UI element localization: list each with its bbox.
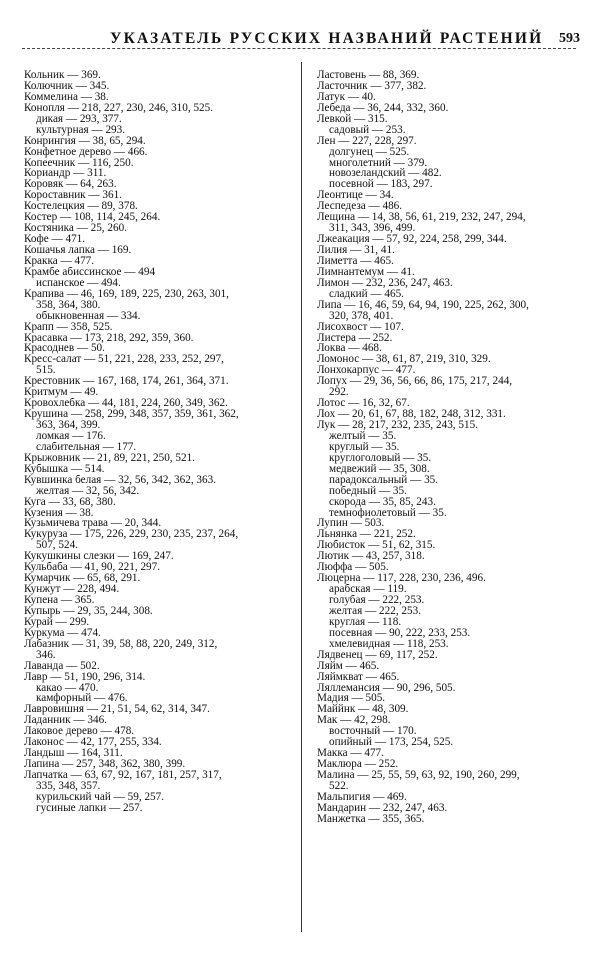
index-subentry: восточный — 170. [329, 726, 417, 738]
index-entry: Леспедеза — 486. [317, 201, 403, 213]
index-entry: Ломонос — 38, 61, 87, 219, 310, 329. [317, 354, 491, 366]
index-entry: Лотос — 16, 32, 67. [317, 398, 410, 410]
index-entry: Крыжовник — 21, 89, 221, 250, 521. [24, 452, 195, 464]
index-entry: Лаванда — 502. [24, 660, 100, 672]
index-entry: Короставник — 361. [24, 190, 122, 202]
index-entry: Лимнантемум — 41. [317, 266, 415, 278]
index-entry: Кресс-салат — 51, 221, 228, 233, 252, 297, [24, 354, 224, 366]
index-entry: Купена — 365. [24, 595, 95, 606]
index-entry-continuation: 311, 343, 396, 499. [329, 223, 416, 235]
index-subentry: голубая — 222, 253. [329, 595, 425, 606]
index-entry: Левкой — 315. [317, 113, 388, 125]
index-entry: Лох — 20, 61, 67, 88, 182, 248, 312, 331. [317, 409, 506, 420]
index-subentry: дикая — 293, 377. [36, 113, 122, 125]
index-entry: Конфетное дерево — 466. [24, 146, 148, 158]
index-entry: Мальпигия — 469. [317, 791, 407, 803]
index-entry: Кориандр — 311. [24, 168, 107, 180]
index-entry: Лапина — 257, 348, 362, 380, 399. [24, 759, 186, 770]
index-entry: Лавр — 51, 190, 296, 314. [24, 671, 146, 683]
index-subentry: многолетний — 379. [329, 157, 428, 169]
index-entry: Листера — 252. [317, 332, 393, 344]
index-subentry: парадоксальный — 35. [329, 474, 439, 486]
index-subentry: желтый — 35. [329, 430, 397, 442]
index-entry: Кувшинка белая — 32, 56, 342, 362, 363. [24, 474, 216, 486]
index-entry: Кукушкины слезки — 169, 247. [24, 551, 174, 563]
index-entry: Ляллемансия — 90, 296, 505. [317, 682, 456, 694]
index-subentry: курильский чай — 59, 257. [36, 791, 165, 803]
index-subentry: медвежий — 35, 308. [329, 463, 430, 475]
index-entry: Маййнк — 48, 309. [317, 704, 409, 716]
index-entry: Лимон — 232, 236, 247, 463. [317, 277, 453, 289]
index-entry: Лжеакация — 57, 92, 224, 258, 299, 344. [317, 234, 507, 245]
index-entry: Липа — 16, 46, 59, 64, 94, 190, 225, 262, 300, [317, 299, 529, 311]
index-entry: Красоднев — 50. [24, 343, 105, 355]
index-entry: Лебеда — 36, 244, 332, 360. [317, 102, 449, 114]
index-entry: Лук — 28, 217, 232, 235, 243, 515. [317, 420, 478, 431]
index-entry: Костяника — 25, 260. [24, 223, 127, 235]
index-entry-continuation: 320, 378, 401. [329, 310, 394, 322]
index-entry: Ладанник — 346. [24, 715, 107, 727]
index-entry: Латук — 40. [317, 91, 376, 103]
index-entry: Мадия — 505. [317, 693, 386, 705]
index-entry: Крестовник — 167, 168, 174, 261, 364, 371. [24, 376, 229, 388]
index-entry: Ляйм — 465. [317, 660, 380, 672]
index-entry: Мак — 42, 298. [317, 715, 391, 727]
index-entry: Критмум — 49. [24, 387, 99, 399]
index-subentry: новозеландский — 482. [329, 168, 442, 180]
index-entry: Кунжут — 228, 494. [24, 584, 120, 595]
page-title: УКАЗАТЕЛЬ РУССКИХ НАЗВАНИЙ РАСТЕНИЙ [110, 30, 544, 47]
index-entry: Макка — 477. [317, 748, 384, 760]
index-entry: Ласточник — 377, 382. [317, 80, 427, 92]
index-entry: Лилия — 31, 41. [317, 245, 395, 256]
index-subentry: темнофиолетовый — 35. [329, 507, 447, 519]
index-entry: Коровяк — 64, 263. [24, 179, 117, 191]
index-entry: Лупин — 503. [317, 518, 385, 530]
index-entry: Манжетка — 355, 365. [317, 813, 425, 825]
index-entry: Маклюра — 252. [317, 759, 399, 770]
index-subentry: скорода — 35, 85, 243. [329, 496, 436, 508]
index-entry-continuation: 522. [329, 780, 349, 792]
index-column-left [24, 70, 286, 814]
index-entry: Лопух — 29, 36, 56, 66, 86, 175, 217, 244, [317, 376, 513, 388]
index-entry: Лаконос — 42, 177, 255, 334. [24, 737, 162, 749]
column-divider [301, 62, 302, 932]
index-entry: Ляймкват — 465. [317, 671, 400, 683]
index-entry: Лен — 227, 228, 297. [317, 135, 417, 147]
index-entry: Лавровишня — 21, 51, 54, 62, 314, 347. [24, 704, 210, 716]
index-entry: Люцерна — 117, 228, 230, 236, 496. [317, 573, 486, 585]
index-entry: Льнянка — 221, 252. [317, 529, 416, 541]
index-entry: Ландыш — 164, 311. [24, 748, 123, 760]
index-entry: Лабазник — 31, 39, 58, 88, 220, 249, 312, [24, 638, 218, 650]
index-subentry: хмелевидная — 118, 253. [329, 638, 449, 650]
index-entry: Кумарчик — 65, 68, 291. [24, 573, 141, 585]
index-entry: Кошачья лапка — 169. [24, 245, 132, 256]
index-subentry: сладкий — 465. [329, 288, 404, 300]
index-entry: Леонтице — 34. [317, 190, 394, 202]
index-entry: Колючник — 345. [24, 80, 110, 92]
index-subentry: победный — 35. [329, 485, 407, 497]
index-entry: Крамбе абиссинское — 494 [24, 266, 156, 278]
index-entry: Купырь — 29, 35, 244, 308. [24, 605, 153, 617]
index-entry-continuation: 507, 524. [36, 540, 78, 552]
index-subentry: посевная — 90, 222, 233, 253. [329, 627, 471, 639]
page-number: 593 [559, 31, 580, 46]
index-entry: Кукуруза — 175, 226, 229, 230, 235, 237, 264, [24, 529, 239, 541]
index-entry: Лядвенец — 69, 117, 252. [317, 649, 438, 661]
index-entry: Лещина — 14, 38, 56, 61, 219, 232, 247, 294, [317, 212, 526, 224]
index-subentry: круглая — 118. [329, 616, 402, 628]
index-subentry: круглоголовый — 35. [329, 452, 432, 464]
index-entry: Кузения — 38. [24, 507, 94, 519]
index-entry: Локва — 468. [317, 343, 382, 355]
index-entry: Лютик — 43, 257, 318. [317, 551, 425, 563]
index-subentry: гусиные лапки — 257. [36, 802, 143, 814]
index-entry-continuation: 358, 364, 380. [36, 299, 101, 311]
index-entry: Коммелина — 38. [24, 91, 109, 103]
index-subentry: ломкая — 176. [36, 430, 106, 442]
index-entry: Кузьмичева трава — 20, 344. [24, 518, 162, 530]
index-subentry: долгунец — 525. [329, 146, 410, 158]
index-entry: Кровохлебка — 44, 181, 224, 260, 349, 362. [24, 398, 228, 410]
index-subentry: желтая — 32, 56, 342. [36, 485, 140, 497]
index-subentry: камфорный — 476. [36, 693, 128, 705]
index-entry: Конрингия — 38, 65, 294. [24, 135, 146, 147]
index-entry: Кульбаба — 41, 90, 221, 297. [24, 562, 161, 574]
index-subentry: испанское — 494. [36, 277, 121, 289]
index-entry: Кольник — 369. [24, 70, 101, 81]
index-entry: Костер — 108, 114, 245, 264. [24, 212, 161, 224]
index-entry: Конопля — 218, 227, 230, 246, 310, 525. [24, 102, 214, 114]
index-subentry: обыкновенная — 334. [36, 310, 141, 322]
index-entry-continuation: 292. [329, 387, 349, 399]
index-subentry: опийный — 173, 254, 525. [329, 737, 454, 749]
index-entry: Копеечник — 116, 250. [24, 157, 134, 169]
index-entry: Малина — 25, 55, 59, 63, 92, 190, 260, 299, [317, 770, 520, 781]
index-subentry: слабительная — 177. [36, 441, 137, 453]
index-entry: Люффа — 505. [317, 562, 389, 574]
index-entry-continuation: 515. [36, 365, 56, 377]
index-entry: Лиметта — 465. [317, 255, 394, 267]
index-entry: Лаковое дерево — 478. [24, 726, 135, 738]
index-entry: Лонхокарпус — 477. [317, 365, 416, 377]
index-subentry: посевной — 183, 297. [329, 179, 433, 191]
header-rule [22, 48, 576, 49]
index-entry: Кубышка — 514. [24, 463, 105, 475]
index-entry: Крушина — 258, 299, 348, 357, 359, 361, 362, [24, 409, 239, 420]
index-column-right [317, 70, 587, 825]
index-entry: Лапчатка — 63, 67, 92, 167, 181, 257, 317, [24, 770, 222, 781]
index-subentry: желтая — 222, 253. [329, 605, 422, 617]
index-entry: Крапива — 46, 169, 189, 225, 230, 263, 301, [24, 288, 229, 300]
index-entry: Кофе — 471. [24, 234, 86, 245]
index-subentry: садовый — 253. [329, 124, 406, 136]
index-entry-continuation: 363, 364, 399. [36, 420, 101, 431]
index-entry: Крапп — 358, 525. [24, 321, 113, 333]
index-entry: Курай — 299. [24, 616, 90, 628]
index-subentry: арабская — 119. [329, 584, 407, 595]
index-entry: Лисохвост — 107. [317, 321, 404, 333]
index-entry: Куркума — 474. [24, 627, 101, 639]
index-subentry: круглый — 35. [329, 441, 400, 453]
index-subentry: культурная — 293. [36, 124, 126, 136]
index-entry: Куга — 33, 68, 380. [24, 496, 116, 508]
index-entry-continuation: 335, 348, 357. [36, 780, 101, 792]
index-entry: Костелецкия — 89, 378. [24, 201, 138, 213]
index-entry: Мандарин — 232, 247, 463. [317, 802, 448, 814]
index-entry: Красавка — 173, 218, 292, 359, 360. [24, 332, 194, 344]
index-entry-continuation: 346. [36, 649, 56, 661]
index-entry: Ластовень — 88, 369. [317, 70, 420, 81]
index-entry: Кракка — 477. [24, 255, 95, 267]
index-entry: Любисток — 51, 62, 315. [317, 540, 436, 552]
index-subentry: какао — 470. [36, 682, 99, 694]
